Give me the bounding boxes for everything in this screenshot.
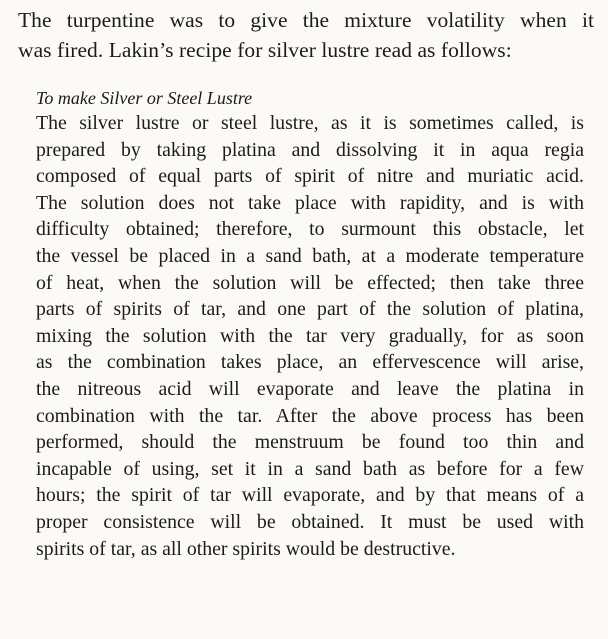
recipe-line: combination with the tar. After the above process has been — [36, 404, 584, 427]
recipe-line: spirits of tar, as all other spirits would be destructive. — [36, 537, 456, 560]
recipe-line: proper consistence will be obtained. It must be used with — [36, 510, 584, 533]
recipe-line: The silver lustre or steel lustre, as it is sometimes called, is — [36, 112, 584, 134]
recipe-line: of heat, when the solution will be effected; then take three — [36, 271, 584, 294]
recipe-line: incapable of using, set it in a sand bath as before for a few — [36, 457, 584, 480]
recipe-line: the nitreous acid will evaporate and leave the platina in — [36, 377, 584, 400]
recipe-line: parts of spirits of tar, and one part of the solution of platina, — [36, 298, 584, 321]
intro-paragraph — [18, 6, 594, 65]
recipe-line: performed, should the menstruum be found too thin and — [36, 431, 584, 454]
recipe-line: the vessel be placed in a sand bath, at a moderate temperature — [36, 244, 584, 267]
recipe-body — [36, 110, 584, 562]
recipe-extract — [36, 87, 594, 562]
recipe-line: composed of equal parts of spirit of nitre and muriatic acid. — [36, 165, 584, 188]
intro-line: was fired. Lakin’s recipe for silver lustre read as follows: — [18, 37, 512, 62]
intro-line: The turpentine was to give the mixture volatility when it — [18, 8, 594, 32]
recipe-line: as the combination takes place, an effervescence will arise, — [36, 351, 584, 374]
recipe-title: To make Silver or Steel Lustre — [36, 88, 253, 108]
recipe-line: prepared by taking platina and dissolving it in aqua regia — [36, 138, 584, 161]
recipe-line: hours; the spirit of tar will evaporate, and by that means of a — [36, 484, 584, 507]
recipe-line: mixing the solution with the tar very gradually, for as soon — [36, 324, 584, 347]
recipe-line: The solution does not take place with rapidity, and is with — [36, 191, 584, 214]
recipe-line: difficulty obtained; therefore, to surmount this obstacle, let — [36, 218, 584, 241]
